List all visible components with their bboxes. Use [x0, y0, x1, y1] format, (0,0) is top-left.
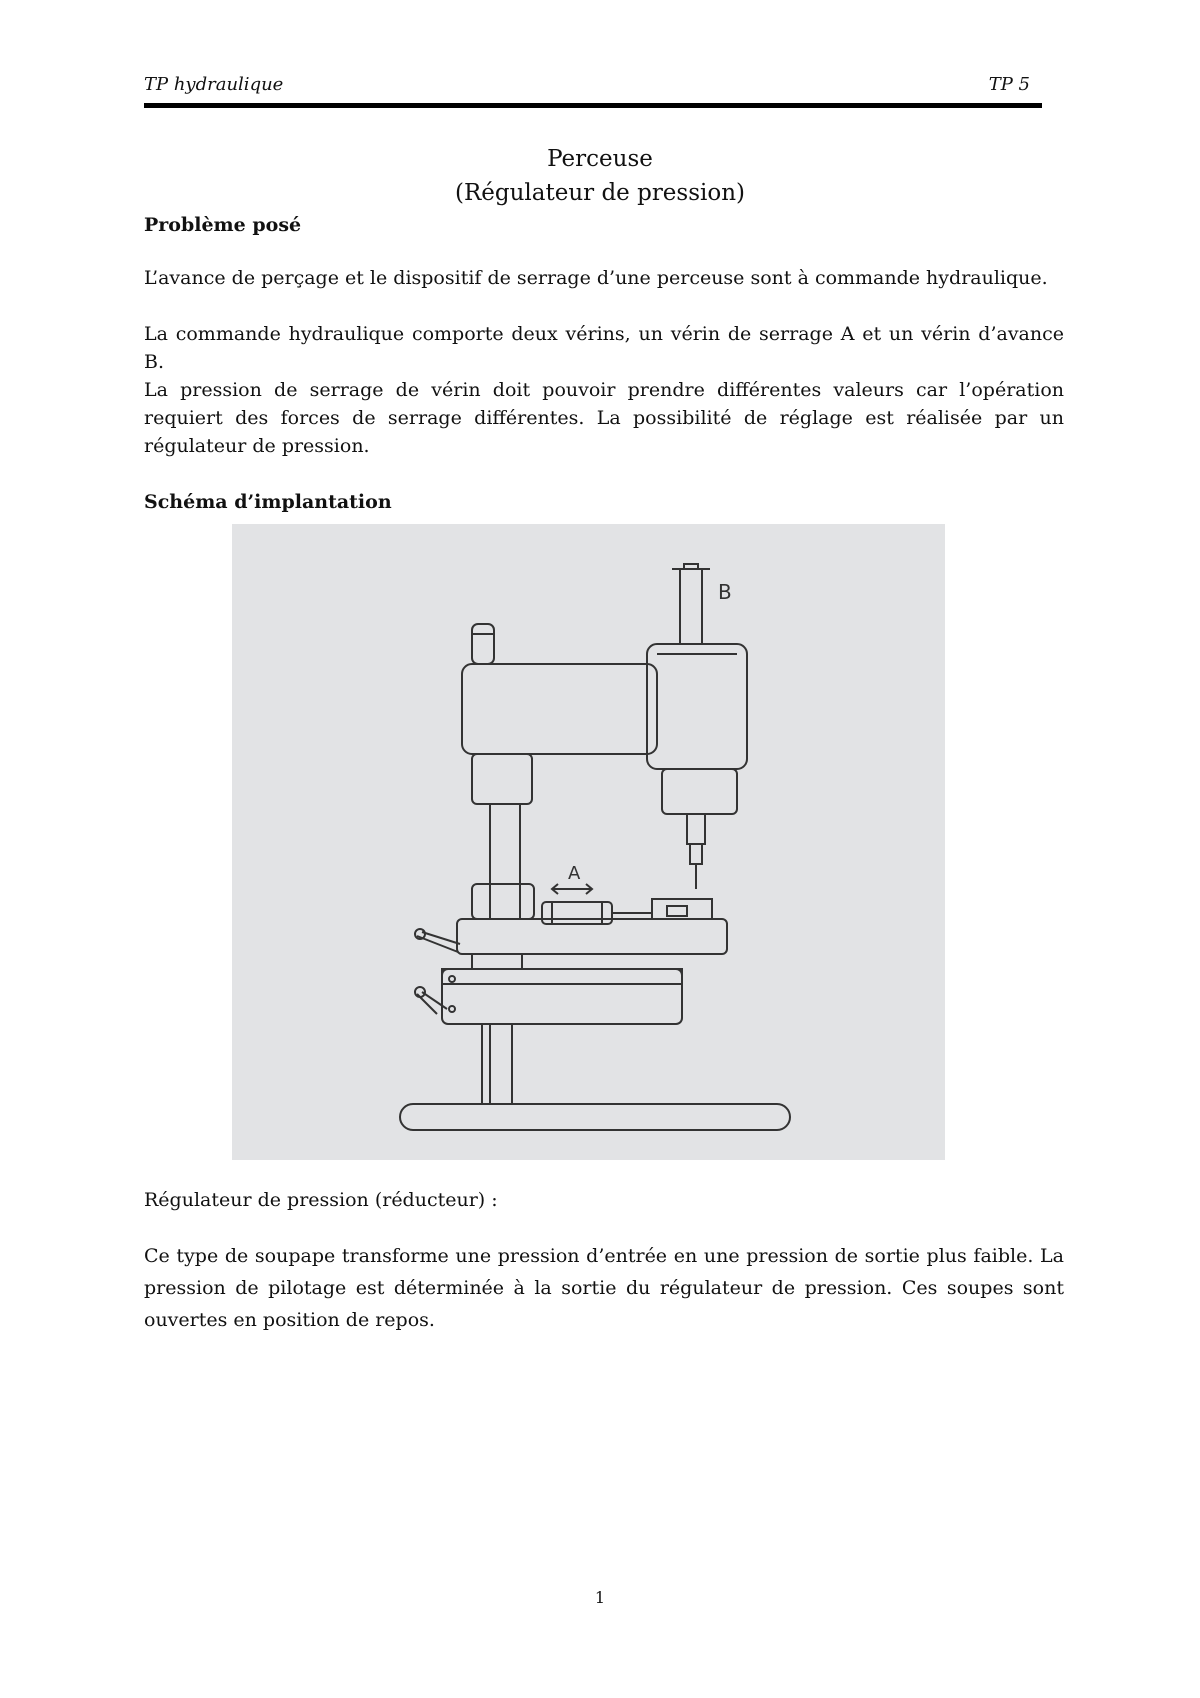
section-heading-probleme: Problème posé: [144, 214, 302, 236]
document-title: Perceuse: [547, 146, 653, 172]
paragraph-3: La pression de serrage de vérin doit pouvoir prendre différentes valeurs car l’opération requiert des forces de serrage différentes. La possibilité de réglage est réalisée par un régulateur de pression.: [144, 379, 1064, 457]
paragraph-1: L’avance de perçage et le dispositif de serrage d’une perceuse sont à commande hydraulique.: [144, 267, 1048, 289]
header-right: TP 5: [988, 74, 1030, 95]
page-number: 1: [594, 1588, 606, 1607]
section-heading-regulateur: Régulateur de pression (réducteur) :: [144, 1189, 498, 1211]
label-b-text: B: [718, 580, 732, 604]
paragraph-2: La commande hydraulique comporte deux vérins, un vérin de serrage A et un vérin d’avance B.: [144, 323, 1064, 373]
header-left: TP hydraulique: [144, 74, 284, 95]
drill-press-figure: [232, 524, 945, 1160]
section-heading-schema: Schéma d’implantation: [144, 491, 392, 513]
header-rule: [144, 103, 1042, 108]
paragraph-regulateur: Ce type de soupape transforme une pression d’entrée en une pression de sortie plus faible. La pression de pilotage est déterminée à la sortie du régulateur de pression. Ces soupes sont ouvertes en position de repos.: [144, 1245, 1064, 1331]
label-a-text: A: [568, 863, 581, 884]
document-subtitle: (Régulateur de pression): [454, 180, 746, 206]
